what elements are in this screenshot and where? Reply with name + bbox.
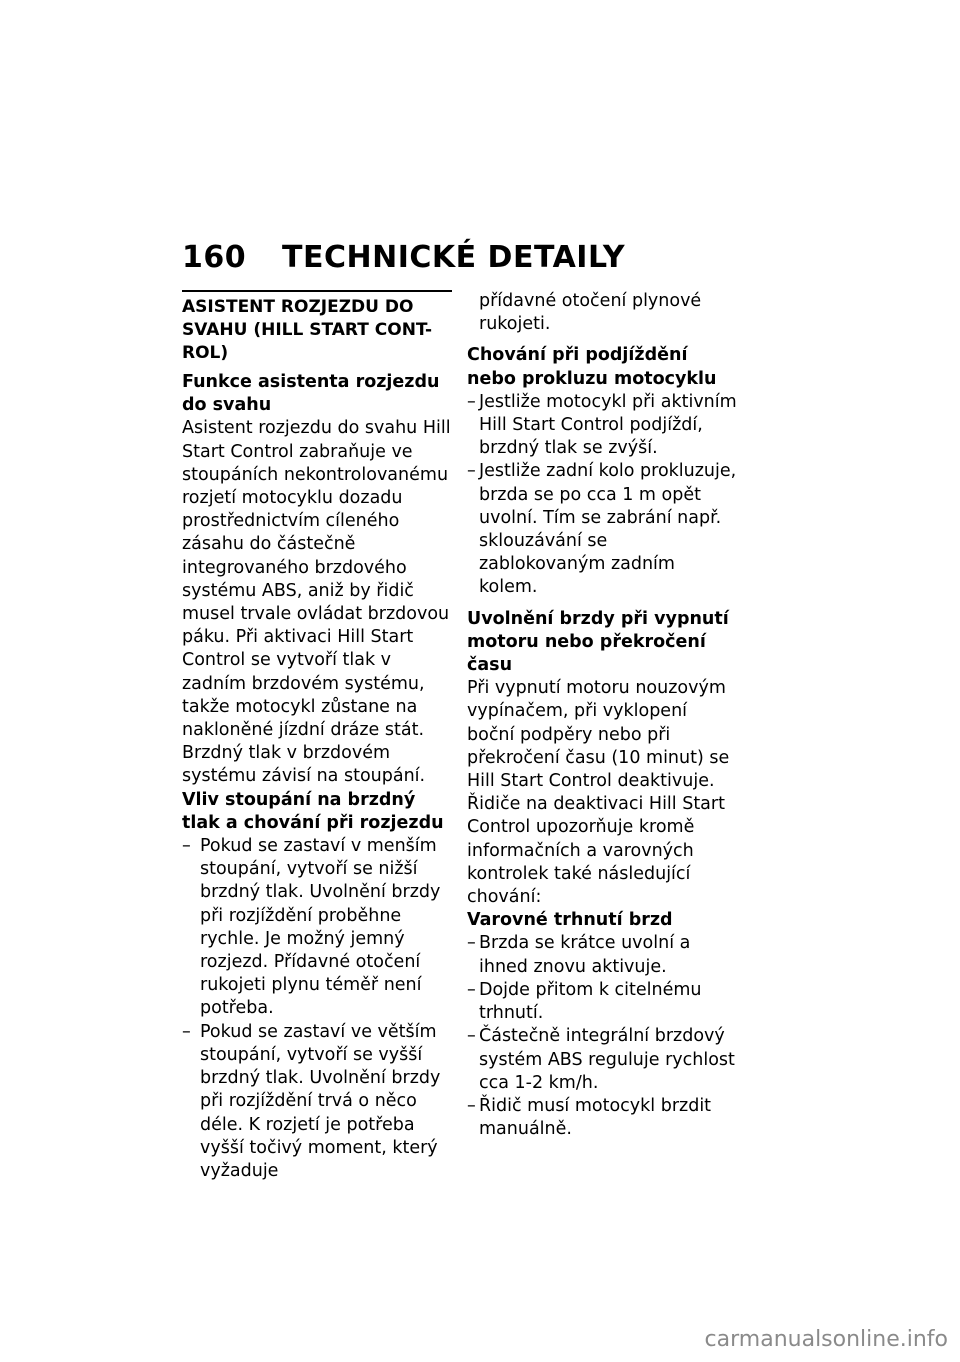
right-column	[467, 290, 737, 1141]
list-item: – Dojde přitom k citelnému trhnutí.	[467, 979, 737, 1025]
page-number: 160	[182, 240, 247, 275]
rollback-list	[467, 391, 737, 600]
subheading-rollback: Chování při podjíždění nebo prokluzu motocyklu	[467, 345, 717, 389]
subheading-release: Uvolnění brzdy při vypnutí motoru nebo překročení času	[467, 608, 729, 676]
paragraph-description: Asistent rozjezdu do svahu Hill Start Control zabraňuje ve stoupáních nekontrolovanému rozjetí motocyklu dozadu prostřednictvím cíleného zásahu do částečně integrovaného brzdového systému ABS, aniž by řidič musel trvale ovládat brzdovou páku. Při aktivaci Hill Start Control se vytvoří tlak v zadním brzdovém systému, takže motocykl zůstane na nakloněné jízdní dráze stát.	[182, 418, 451, 741]
subheading-function: Funkce asistenta rozjezdu do svahu	[182, 372, 440, 416]
continuation-text: přídavné otočení plynové rukojeti.	[479, 291, 702, 335]
section-rule	[182, 290, 452, 292]
incline-list	[182, 835, 452, 1183]
subheading-incline: Vliv stoupání na brzdný tlak a chování při rozjezdu	[182, 789, 444, 833]
jerk-list	[467, 932, 737, 1141]
paragraph-pressure: Brzdný tlak v brzdovém systému závisí na stoupání.	[182, 743, 426, 787]
left-column	[182, 290, 452, 1183]
list-item: – Pokud se zastaví ve větším stoupání, vytvoří se vyšší brzdný tlak. Uvolnění brzdy při rozjíždění trvá o něco déle. K rozjetí je potřeba vyšší točivý moment, který vyžaduje	[182, 1021, 452, 1183]
paragraph-warning: Řidiče na deaktivaci Hill Start Control upozorňuje kromě informačních a varovných kontrolek také následující chování:	[467, 794, 725, 908]
chapter-title: TECHNICKÉ DETAILY	[282, 240, 626, 275]
section-title: ASISTENT ROZJEZDU DO SVAHU (HILL START CONT-ROL)	[182, 297, 433, 363]
page-header	[182, 240, 625, 275]
list-item: – Pokud se zastaví v menším stoupání, vytvoří se nižší brzdný tlak. Uvolnění brzdy při rozjíždění proběhne rychle. Je možný jemný rozjezd. Přídavné otočení rukojeti plynu téměř není potřeba.	[182, 835, 452, 1021]
subheading-jerk: Varovné trhnutí brzd	[467, 910, 673, 931]
list-item: – Brzda se krátce uvolní a ihned znovu aktivuje.	[467, 932, 737, 978]
list-item: – Jestliže motocykl při aktivním Hill Start Control podjíždí, brzdný tlak se zvýší.	[467, 391, 737, 461]
list-item: – Jestliže zadní kolo prokluzuje, brzda se po cca 1 m opět uvolní. Tím se zabrání např. sklouzávání se zablokovaným zadním kolem.	[467, 460, 737, 599]
list-item: – Částečně integrální brzdový systém ABS reguluje rychlost cca 1-2 km/h.	[467, 1025, 737, 1095]
paragraph-deactivation: Při vypnutí motoru nouzovým vypínačem, při vyklopení boční podpěry nebo při překročení času (10 minut) se Hill Start Control deaktivuje.	[467, 678, 730, 792]
list-item: – Řidič musí motocykl brzdit manuálně.	[467, 1095, 737, 1141]
watermark: carmanualsonline.info	[704, 1327, 948, 1352]
